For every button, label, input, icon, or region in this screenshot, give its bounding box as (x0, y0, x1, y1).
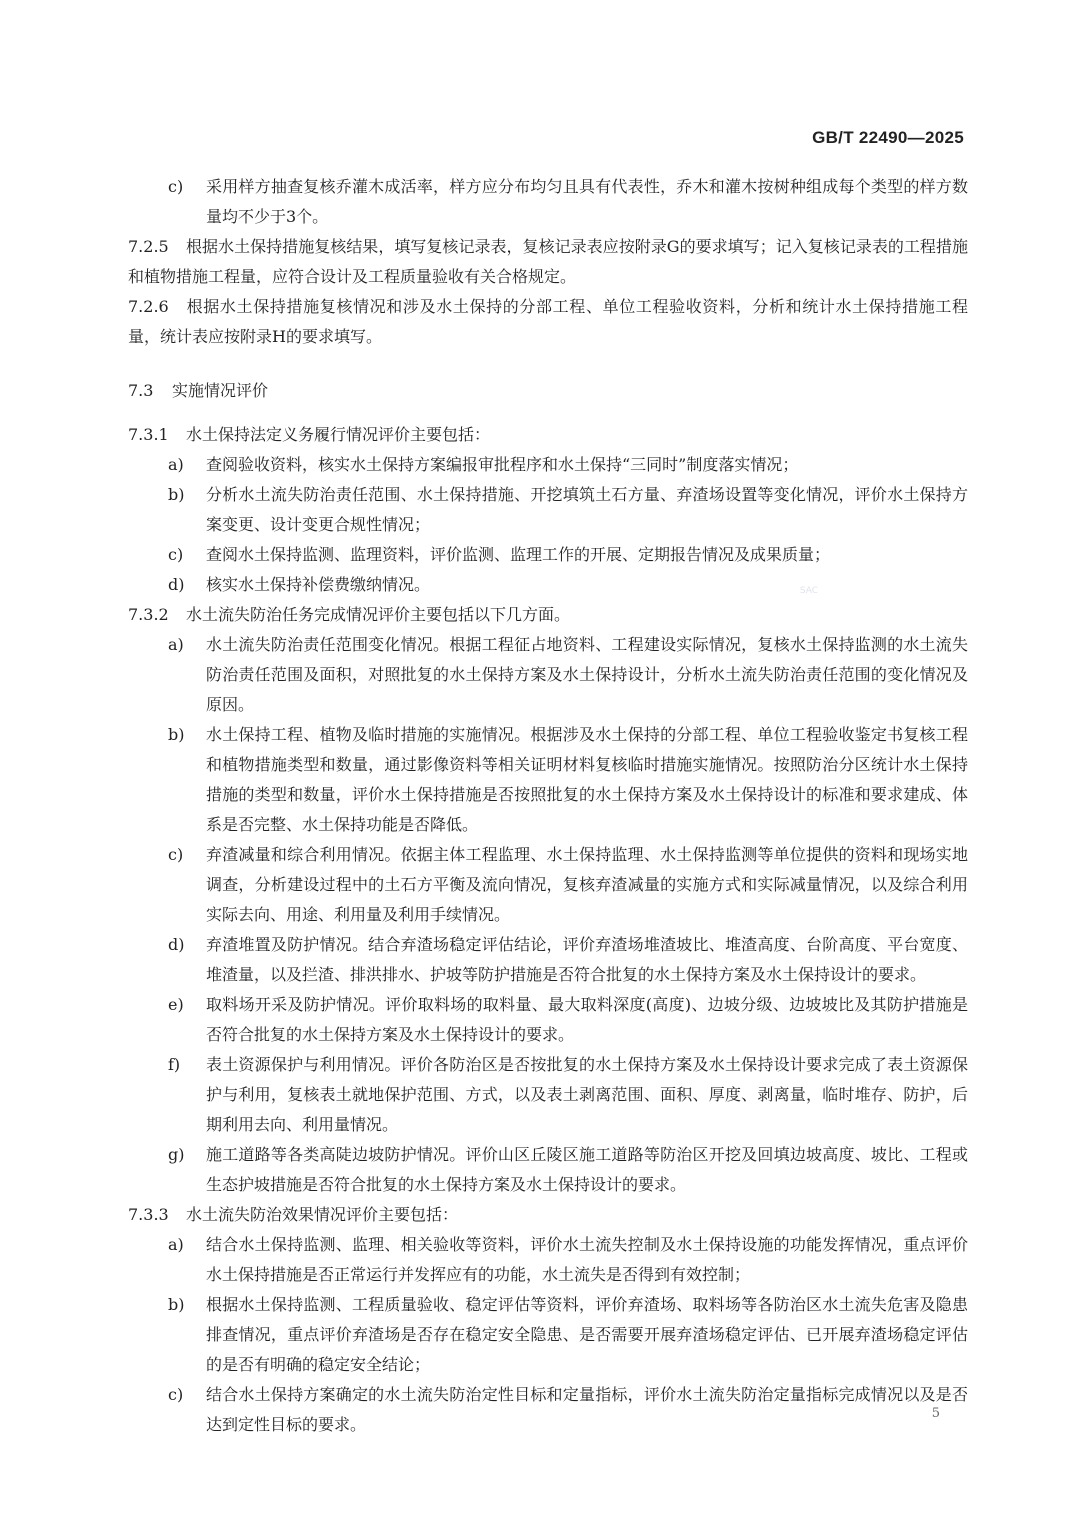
item-marker: c) (168, 545, 184, 564)
item-marker: c) (168, 177, 184, 196)
clause-7-3-2 (128, 600, 968, 630)
section-heading-7-3 (128, 376, 968, 406)
section-number: 7.3 (128, 381, 154, 400)
clause-text: 水土保持法定义务履行情况评价主要包括： (186, 425, 491, 444)
item-text: 查阅水土保持监测、监理资料，评价监测、监理工作的开展、定期报告情况及成果质量； (206, 545, 831, 564)
list-item (128, 480, 968, 540)
item-text: 水土保持工程、植物及临时措施的实施情况。根据涉及水土保持的分部工程、单位工程验收鉴定书复核工程和植物措施类型和数量，通过影像资料等相关证明材料复核临时措施实施情况。按照防治分区统计水土保持措施的类型和数量，评价水土保持措施是否按照批复的水土保持方案及水土保持设计的标准和要求建成、体系是否完整、水土保持功能是否降低。 (206, 725, 968, 834)
list-item (128, 930, 968, 990)
list-item (128, 450, 968, 480)
clause-number: 7.3.3 (128, 1205, 169, 1224)
item-text: 核实水土保持补偿费缴纳情况。 (206, 575, 431, 594)
item-marker: b) (168, 485, 185, 504)
clause-text: 根据水土保持措施复核结果，填写复核记录表，复核记录表应按附录G的要求填写；记入复核记录表的工程措施和植物措施工程量，应符合设计及工程质量验收有关合格规定。 (128, 237, 968, 286)
list-item (128, 1230, 968, 1290)
item-marker: c) (168, 1385, 184, 1404)
item-text: 分析水土流失防治责任范围、水土保持措施、开挖填筑土石方量、弃渣场设置等变化情况，评价水土保持方案变更、设计变更合规性情况； (206, 485, 968, 534)
clause-7-3-3 (128, 1200, 968, 1230)
item-marker: a) (168, 635, 184, 654)
clause-7-2-5 (128, 232, 968, 292)
item-text: 弃渣堆置及防护情况。结合弃渣场稳定评估结论，评价弃渣场堆渣坡比、堆渣高度、台阶高度、平台宽度、堆渣量，以及拦渣、排洪排水、护坡等防护措施是否符合批复的水土保持方案及水土保持设计的要求。 (206, 935, 968, 984)
item-marker: c) (168, 845, 184, 864)
item-text: 水土流失防治责任范围变化情况。根据工程征占地资料、工程建设实际情况，复核水土保持监测的水土流失防治责任范围及面积，对照批复的水土保持方案及水土保持设计，分析水土流失防治责任范围的变化情况及原因。 (206, 635, 968, 714)
list-item (128, 540, 968, 570)
list-item (128, 720, 968, 840)
clause-7-2-6 (128, 292, 968, 352)
item-marker: e) (168, 995, 184, 1014)
list-item (128, 172, 968, 232)
clause-number: 7.2.5 (128, 237, 169, 256)
list-item (128, 1140, 968, 1200)
item-text: 采用样方抽查复核乔灌木成活率，样方应分布均匀且具有代表性，乔木和灌木按树种组成每个类型的样方数量均不少于3个。 (206, 177, 968, 226)
item-marker: a) (168, 1235, 184, 1254)
list-item (128, 840, 968, 930)
standard-code: GB/T 22490—2025 (812, 128, 964, 147)
clause-text: 水土流失防治效果情况评价主要包括： (186, 1205, 459, 1224)
section-title: 实施情况评价 (172, 381, 269, 400)
watermark-logo: SAC (799, 586, 819, 596)
list-item (128, 990, 968, 1050)
page-number: 5 (931, 1406, 940, 1421)
item-text: 弃渣减量和综合利用情况。依据主体工程监理、水土保持监理、水土保持监测等单位提供的资料和现场实地调查，分析建设过程中的土石方平衡及流向情况，复核弃渣减量的实施方式和实际减量情况，以及综合利用实际去向、用途、利用量及利用手续情况。 (206, 845, 968, 924)
clause-7-3-1 (128, 420, 968, 450)
item-text: 取料场开采及防护情况。评价取料场的取料量、最大取料深度(高度)、边坡分级、边坡坡比及其防护措施是否符合批复的水土保持方案及水土保持设计的要求。 (206, 995, 968, 1044)
item-text: 结合水土保持方案确定的水土流失防治定性目标和定量指标，评价水土流失防治定量指标完成情况以及是否达到定性目标的要求。 (206, 1385, 968, 1434)
clause-number: 7.3.1 (128, 425, 169, 444)
item-marker: b) (168, 1295, 185, 1314)
item-marker: d) (168, 935, 185, 954)
item-text: 结合水土保持监测、监理、相关验收等资料，评价水土流失控制及水土保持设施的功能发挥情况，重点评价水土保持措施是否正常运行并发挥应有的功能，水土流失是否得到有效控制； (206, 1235, 968, 1284)
item-text: 施工道路等各类高陡边坡防护情况。评价山区丘陵区施工道路等防治区开挖及回填边坡高度、坡比、工程或生态护坡措施是否符合批复的水土保持方案及水土保持设计的要求。 (206, 1145, 968, 1194)
list-item (128, 1050, 968, 1140)
clause-text: 水土流失防治任务完成情况评价主要包括以下几方面。 (186, 605, 571, 624)
list-item (128, 630, 968, 720)
clause-text: 根据水土保持措施复核情况和涉及水土保持的分部工程、单位工程验收资料，分析和统计水土保持措施工程量，统计表应按附录H的要求填写。 (128, 297, 968, 346)
list-item (128, 570, 968, 600)
item-marker: b) (168, 725, 185, 744)
item-text: 表土资源保护与利用情况。评价各防治区是否按批复的水土保持方案及水土保持设计要求完成了表土资源保护与利用，复核表土就地保护范围、方式，以及表土剥离范围、面积、厚度、剥离量，临时堆存、防护，后期利用去向、利用量情况。 (206, 1055, 968, 1134)
item-marker: d) (168, 575, 185, 594)
item-text: 查阅验收资料，核实水土保持方案编报审批程序和水土保持“三同时”制度落实情况； (206, 455, 799, 474)
clause-number: 7.2.6 (128, 297, 169, 316)
item-marker: f) (168, 1055, 181, 1074)
list-item (128, 1380, 968, 1440)
item-marker: a) (168, 455, 184, 474)
clause-number: 7.3.2 (128, 605, 169, 624)
document-body (128, 172, 968, 1440)
list-item (128, 1290, 968, 1380)
item-marker: g) (168, 1145, 185, 1164)
item-text: 根据水土保持监测、工程质量验收、稳定评估等资料，评价弃渣场、取料场等各防治区水土流失危害及隐患排查情况，重点评价弃渣场是否存在稳定安全隐患、是否需要开展弃渣场稳定评估、已开展弃渣场稳定评估的是否有明确的稳定安全结论； (206, 1295, 968, 1374)
